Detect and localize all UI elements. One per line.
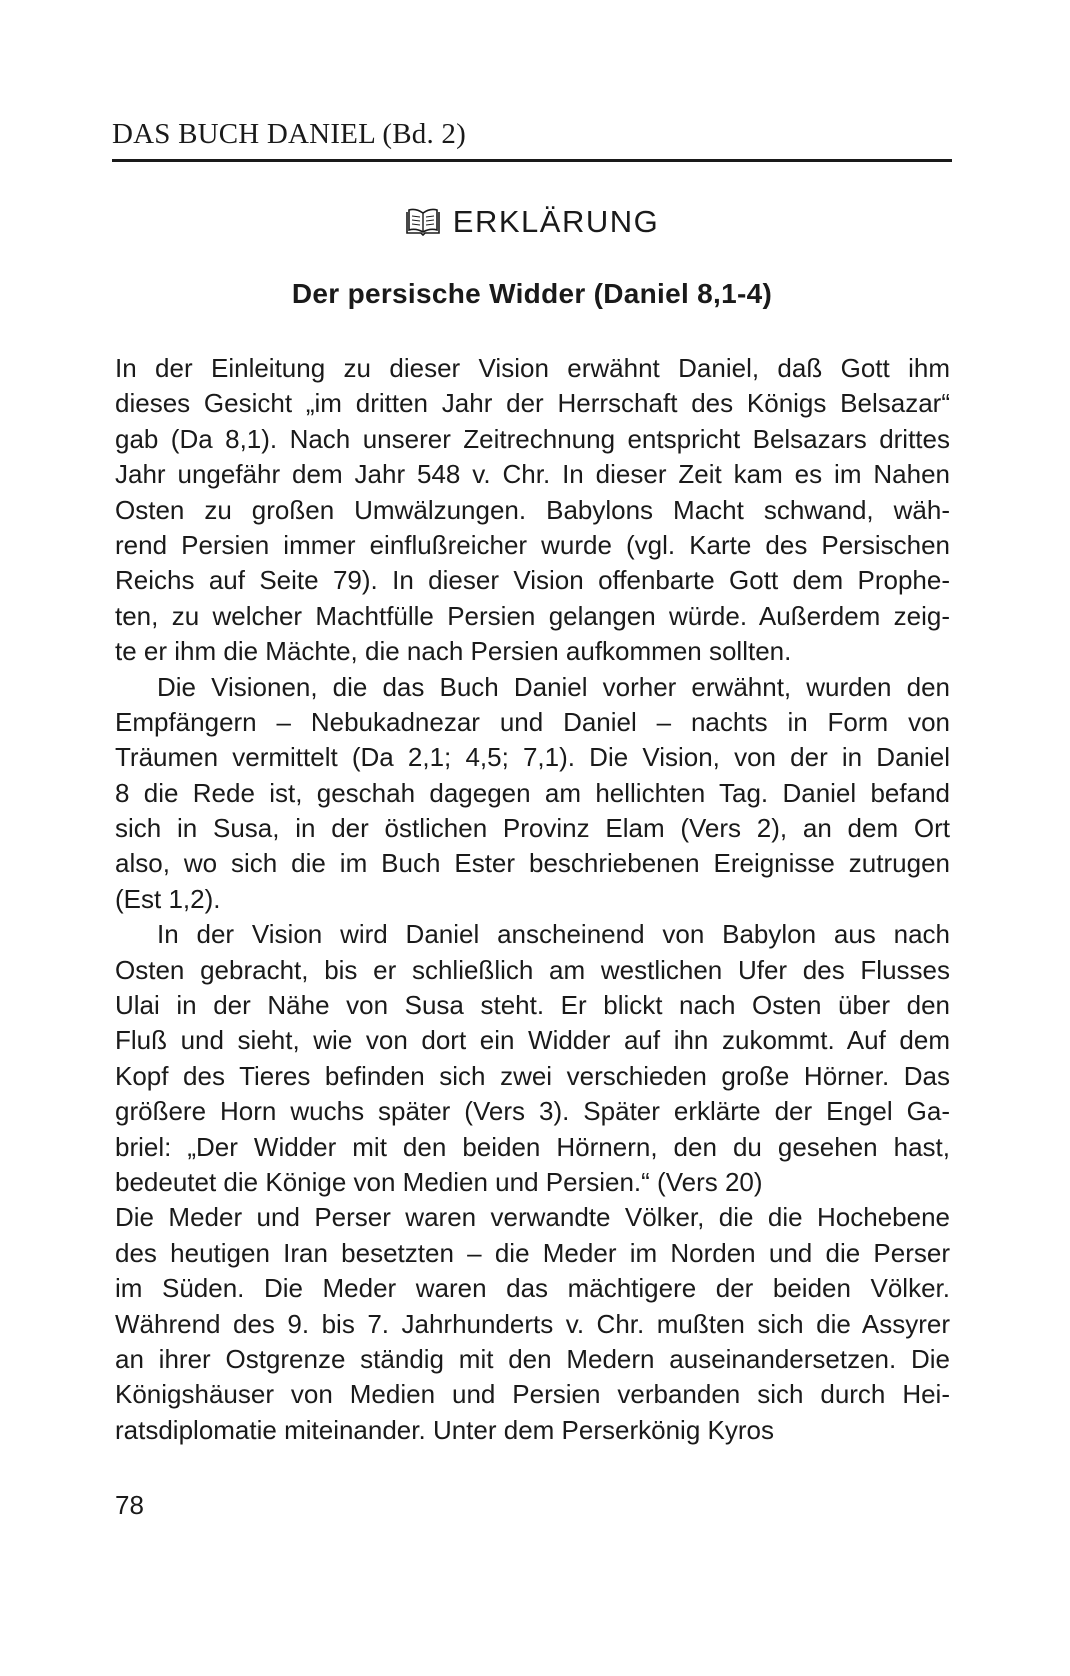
text-line: Die Visionen, die das Buch Daniel vorher erwähnt, wurden den: [157, 671, 950, 702]
text-line: dieses Gesicht „im dritten Jahr der Herrschaft des Königs Belsazar“: [115, 388, 950, 419]
text-line: te er ihm die Mächte, die nach Persien aufkommen sollten.: [115, 636, 792, 667]
text-line: (Est 1,2).: [115, 883, 221, 914]
text-line: sich in Susa, in der östlichen Provinz Elam (Vers 2), an dem Ort: [115, 813, 950, 844]
paragraph: [115, 917, 950, 1200]
header-rule: [112, 159, 952, 162]
section-subtitle: Der persische Widder (Daniel 8,1-4): [291, 278, 773, 309]
open-book-icon: [405, 208, 441, 244]
text-line: Osten gebracht, bis er schließlich am westlichen Ufer des Flusses: [115, 954, 950, 985]
text-line: Reichs auf Seite 79). In dieser Vision offenbarte Gott dem Prophe-: [115, 565, 950, 596]
text-line: bedeutet die Könige von Medien und Persien.“ (Vers 20): [115, 1166, 763, 1197]
text-line: gab (Da 8,1). Nach unserer Zeitrechnung entspricht Belsazars drittes: [115, 423, 950, 454]
section-title-text: ERKLÄRUNG: [452, 204, 660, 239]
text-line: Königshäuser von Medien und Persien verbanden sich durch Hei-: [115, 1379, 950, 1410]
text-line: Empfängern – Nebukadnezar und Daniel – nachts in Form von: [115, 706, 950, 737]
paragraph: [115, 1200, 950, 1448]
body-text: [115, 351, 950, 1448]
text-line: also, wo sich die im Buch Ester beschriebenen Ereignisse zutrugen: [115, 848, 950, 879]
text-line: briel: „Der Widder mit den beiden Hörnern, den du gesehen hast,: [115, 1131, 950, 1162]
paragraph: [115, 351, 950, 670]
text-line: Träumen vermittelt (Da 2,1; 4,5; 7,1). Die Vision, von der in Daniel: [115, 742, 950, 773]
text-line: In der Vision wird Daniel anscheinend von Babylon aus nach: [157, 919, 950, 950]
text-line: In der Einleitung zu dieser Vision erwähnt Daniel, daß Gott ihm: [115, 353, 950, 383]
text-line: Kopf des Tieres befinden sich zwei verschieden große Hörner. Das: [115, 1060, 950, 1091]
text-line: Ulai in der Nähe von Susa steht. Er blickt nach Osten über den: [115, 990, 950, 1021]
text-line: Fluß und sieht, wie von dort ein Widder auf ihn zukommt. Auf dem: [115, 1025, 950, 1056]
text-line: an ihrer Ostgrenze ständig mit den Medern auseinandersetzen. Die: [115, 1343, 950, 1374]
paragraph: [115, 670, 950, 918]
text-line: Während des 9. bis 7. Jahrhunderts v. Chr. mußten sich die Assyrer: [115, 1308, 950, 1339]
text-line: Die Meder und Perser waren verwandte Völker, die die Hochebene: [115, 1202, 950, 1233]
text-line: größere Horn wuchs später (Vers 3). Später erklärte der Engel Ga-: [115, 1096, 950, 1127]
text-line: im Süden. Die Meder waren das mächtigere der beiden Völker.: [115, 1273, 950, 1304]
text-line: Jahr ungefähr dem Jahr 548 v. Chr. In dieser Zeit kam es im Nahen: [115, 459, 950, 490]
section-title: [112, 204, 952, 244]
text-line: des heutigen Iran besetzten – die Meder im Norden und die Perser: [115, 1237, 950, 1268]
text-line: ten, zu welcher Machtfülle Persien gelangen würde. Außerdem zeig-: [115, 600, 950, 631]
text-line: rend Persien immer einflußreicher wurde (vgl. Karte des Persischen: [115, 529, 950, 560]
text-line: ratsdiplomatie miteinander. Unter dem Perserkönig Kyros: [115, 1414, 774, 1445]
text-line: Osten zu großen Umwälzungen. Babylons Macht schwand, wäh-: [115, 494, 950, 525]
text-line: 8 die Rede ist, geschah dagegen am hellichten Tag. Daniel befand: [115, 777, 950, 808]
page-number: 78: [115, 1490, 144, 1520]
running-head: DAS BUCH DANIEL (Bd. 2): [112, 118, 466, 150]
